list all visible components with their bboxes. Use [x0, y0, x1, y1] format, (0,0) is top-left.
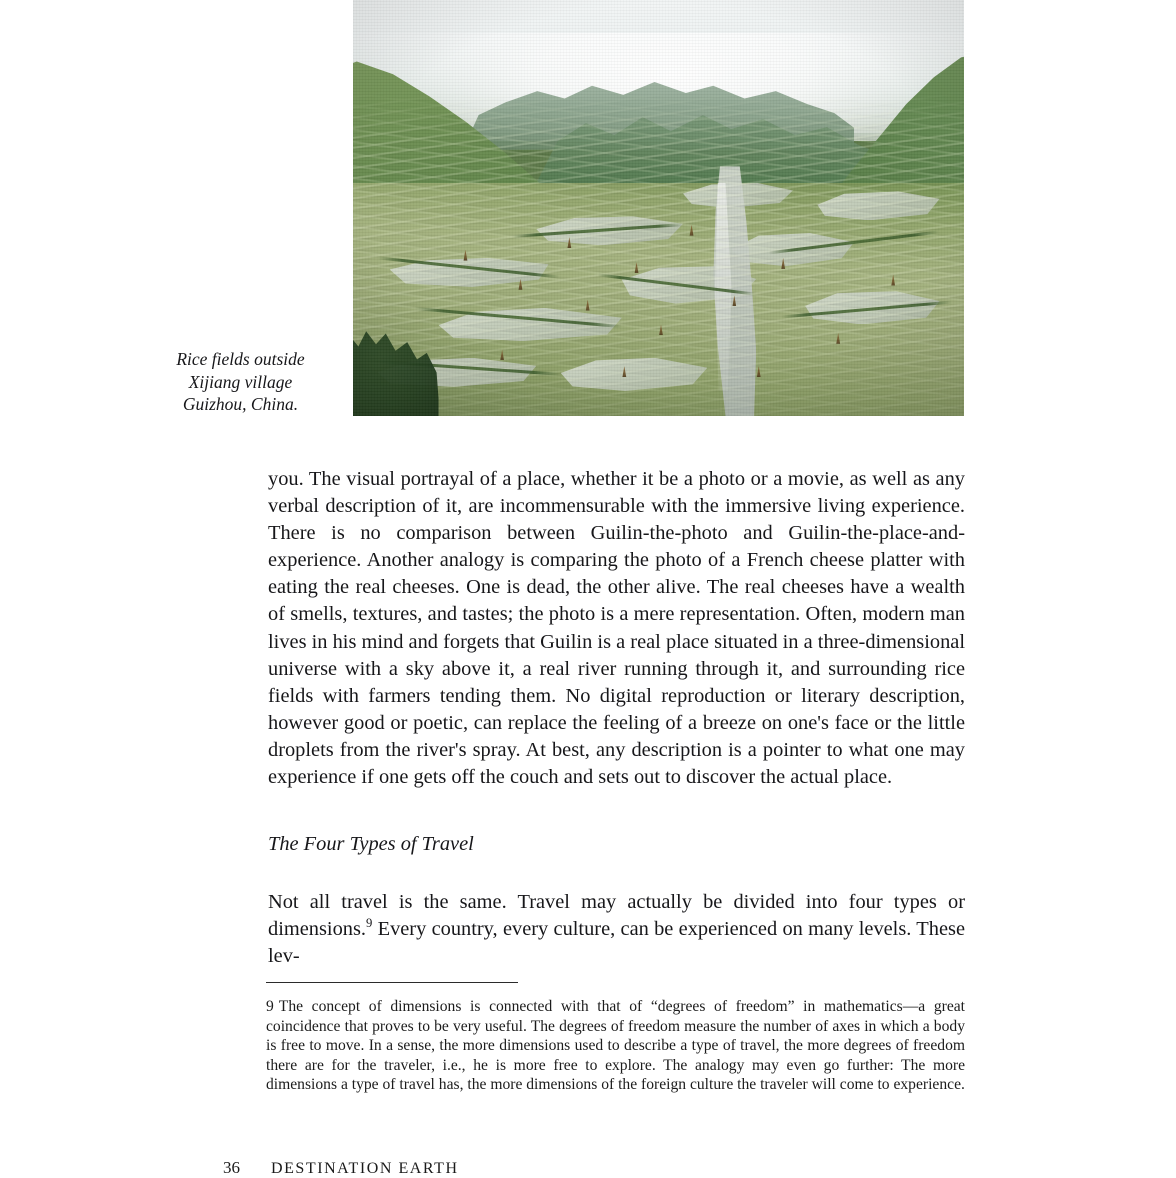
page-number: 36: [223, 1158, 240, 1177]
footnote-number: 9: [266, 998, 274, 1015]
body-paragraph-2: [268, 889, 965, 970]
body-paragraph-1: you. The visual portrayal of a place, whether it be a photo or a movie, as well as any verbal description of it, are incommensurable with the immersive living experience. There is no comparison between Guilin-the-photo and Guilin-the-place-and-experience. Another analogy is comparing the photo of a French cheese platter with eating the real cheeses. One is dead, the other alive. The real cheeses have a wealth of smells, textures, and tastes; the photo is a mere representation. Often, modern man lives in his mind and forgets that Guilin is a real place situated in a three-dimensional universe with a sky above it, a real river running through it, and surrounding rice fields with farmers tending them. No digital reproduction or literary description, however good or poetic, can replace the feeling of a breeze on one's face or the little droplets from the river's spray. At best, any description is a pointer to what one may experience if one gets off the couch and sets out to discover the actual place.: [268, 468, 965, 789]
photograph-image: [353, 0, 964, 416]
text-column: [268, 466, 965, 970]
running-head: DESTINATION EARTH: [271, 1160, 459, 1177]
caption-line-1: Rice fields outside: [176, 349, 305, 369]
paragraph-2-text-after-note: Every country, every culture, can be experienced on many levels. These lev-: [268, 918, 965, 968]
footnote-separator-rule: [266, 982, 518, 983]
footnote-area: [266, 982, 965, 1095]
caption-line-2: Xijiang village: [188, 371, 293, 392]
page-footer: [223, 1158, 459, 1178]
section-heading: The Four Types of Travel: [268, 833, 474, 856]
paragraph-2-text-before-note: Not all travel is the same. Travel may actually be divided into four types or dimensions.: [268, 891, 965, 941]
caption-line-3: Guizhou, China.: [182, 394, 299, 414]
figure-rice-terraces: [353, 0, 964, 416]
footnote-body: The concept of dimensions is connected with that of “degrees of freedom” in mathematics—a great coincidence that proves to be very useful. The degrees of freedom measure the number of axes in which a body is free to move. In a sense, the more dimensions used to describe a type of travel, the more degrees of freedom there are for the traveler, i.e., he is more free to explore. The analogy may even go further: The more dimensions a type of travel has, the more dimensions of the foreign culture the traveler will come to experience.: [266, 998, 965, 1094]
footnote-reference-marker[interactable]: 9: [366, 916, 373, 931]
footnote-text: [266, 997, 965, 1095]
figure-caption: [150, 348, 331, 416]
